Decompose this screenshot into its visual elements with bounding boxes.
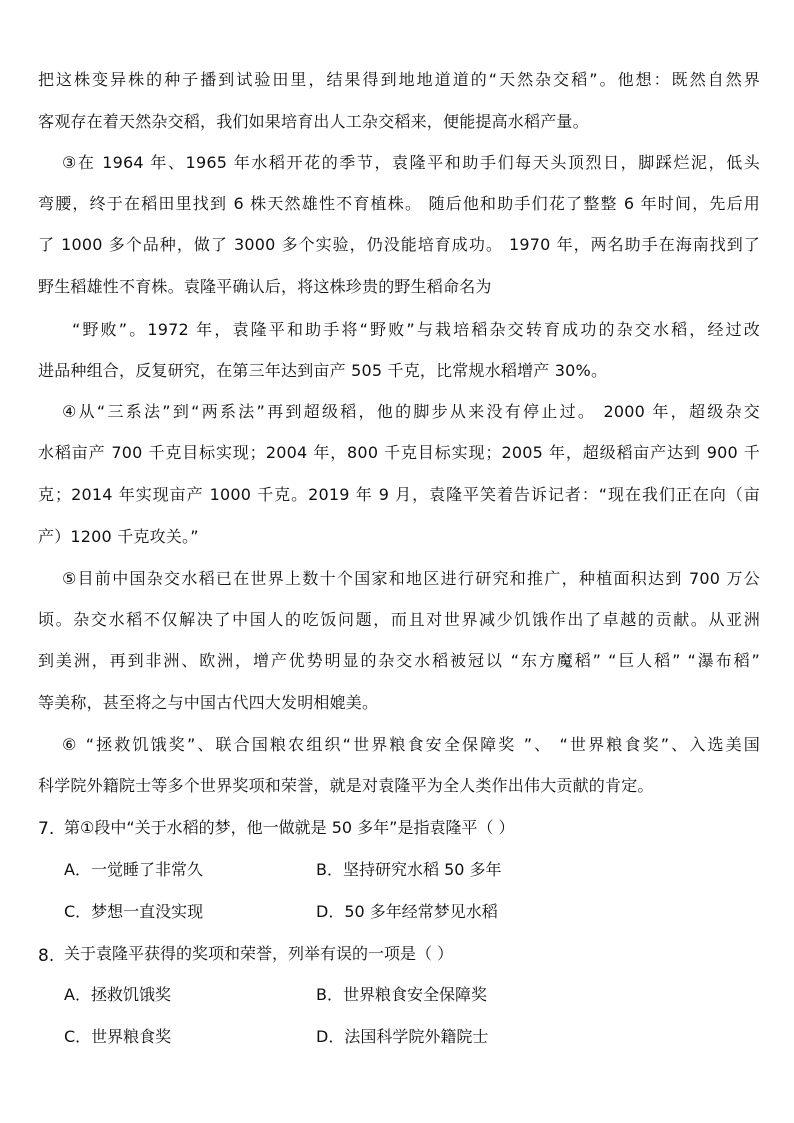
question-stem: 关于袁隆平获得的奖项和荣誉，列举有误的一项是（ ） [64, 944, 454, 963]
option-d[interactable]: D．50 多年经常梦见水稻 [316, 902, 498, 921]
passage-line: ③在 1964 年、1965 年水稻开花的季节，袁隆平和助手们每天头顶烈日，脚踩烂泥，低头 [62, 153, 760, 172]
passage-line: 把这株变异株的种子播到试验田里，结果得到地地道道的“天然杂交稻”。他想：既然自然界 [38, 70, 760, 89]
passage-line: 科学院外籍院士等多个世界奖项和荣誉，就是对袁隆平为全人类作出伟大贡献的肯定。 [38, 776, 654, 795]
passage-line: 弯腰，终于在稻田里找到 6 株天然雄性不育植株。 随后他和助手们花了整整 6 年时间，先后用 [38, 194, 760, 213]
passage-line: 野生稻雄性不育株。袁隆平确认后，将这株珍贵的野生稻命名为 [38, 277, 492, 296]
option-a[interactable]: A．拯救饥饿奖 [64, 985, 171, 1004]
question-number: 7. [38, 819, 55, 839]
question-number: 8. [38, 946, 55, 966]
option-a[interactable]: A．一觉睡了非常久 [64, 860, 203, 879]
passage-line: 了 1000 多个品种，做了 3000 多个实验，仍没能培育成功。 1970 年，两名助手在海南找到了 [38, 235, 760, 254]
passage-line: “野败”。1972 年，袁隆平和助手将“野败”与栽培稻杂交转育成功的杂交水稻，经过改 [72, 320, 760, 339]
passage-line: 顷。杂交水稻不仅解决了中国人的吃饭问题，而且对世界减少饥饿作出了卓越的贡献。从亚洲 [38, 610, 760, 629]
question-stem: 第①段中“关于水稻的梦，他一做就是 50 多年”是指袁隆平（ ） [64, 818, 515, 837]
passage-line: ⑥ “拯救饥饿奖”、联合国粮农组织“世界粮食安全保障奖 ”、 “世界粮食奖”、入选美国 [62, 735, 760, 754]
option-c[interactable]: C．梦想一直没实现 [64, 902, 204, 921]
option-d[interactable]: D．法国科学院外籍院士 [316, 1027, 489, 1046]
passage-line: 进品种组合，反复研究，在第三年达到亩产 505 千克，比常规水稻增产 30%。 [38, 361, 608, 380]
passage-line: 到美洲，再到非洲、欧洲，增产优势明显的杂交水稻被冠以 “东方魔稻” “巨人稻” “瀑布稻” [38, 651, 760, 670]
option-b[interactable]: B．世界粮食安全保障奖 [316, 985, 487, 1004]
option-b[interactable]: B．坚持研究水稻 50 多年 [316, 860, 502, 879]
passage-line: 产）1200 千克攻关。” [38, 527, 199, 546]
passage-line: ④从“三系法”到“两系法”再到超级稻，他的脚步从来没有停止过。 2000 年，超级杂交 [62, 402, 760, 421]
passage-line: ⑤目前中国杂交水稻已在世界上数十个国家和地区进行研究和推广，种植面积达到 700 万公 [62, 569, 760, 588]
passage-line: 客观存在着天然杂交稻，我们如果培育出人工杂交稻来，便能提高水稻产量。 [38, 112, 589, 131]
passage-line: 等美称，甚至将之与中国古代四大发明相媲美。 [38, 693, 379, 712]
passage-line: 水稻亩产 700 千克目标实现；2004 年，800 千克目标实现；2005 年，超级稻亩产达到 900 千 [38, 443, 760, 462]
option-c[interactable]: C．世界粮食奖 [64, 1027, 172, 1046]
passage-line: 克；2014 年实现亩产 1000 千克。2019 年 9 月，袁隆平笑着告诉记者：“现在我们正在向（亩 [38, 485, 760, 504]
